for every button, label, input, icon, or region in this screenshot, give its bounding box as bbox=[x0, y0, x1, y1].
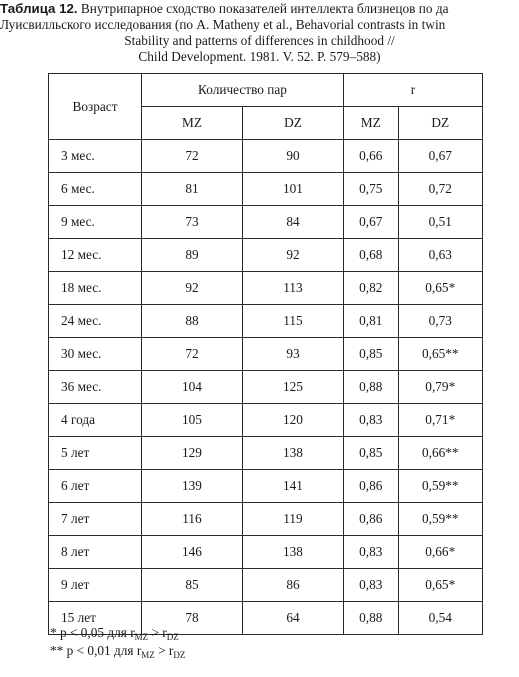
cell-age: 7 лет bbox=[49, 503, 142, 536]
cell-age: 18 мес. bbox=[49, 272, 142, 305]
cell-r-mz: 0,67 bbox=[343, 206, 398, 239]
table-body bbox=[49, 140, 483, 635]
cell-r-dz: 0,67 bbox=[398, 140, 482, 173]
caption-title: Внутрипарное сходство показателей интеллекта близнецов по да bbox=[77, 1, 449, 16]
caption-line-1 bbox=[0, 1, 519, 17]
footnote-2-text: ** p < 0,01 для r bbox=[50, 643, 142, 658]
table-caption bbox=[0, 1, 519, 65]
cell-r-dz: 0,71* bbox=[398, 404, 482, 437]
cell-r-mz: 0,81 bbox=[343, 305, 398, 338]
table-row bbox=[49, 536, 483, 569]
cell-age: 3 мес. bbox=[49, 140, 142, 173]
table-row bbox=[49, 437, 483, 470]
cell-pairs-mz: 104 bbox=[142, 371, 243, 404]
cell-r-mz: 0,83 bbox=[343, 536, 398, 569]
cell-age: 6 мес. bbox=[49, 173, 142, 206]
cell-pairs-mz: 81 bbox=[142, 173, 243, 206]
cell-pairs-dz: 115 bbox=[242, 305, 343, 338]
footnote-1-sub-dz: DZ bbox=[166, 632, 179, 642]
header-r-mz: MZ bbox=[343, 107, 398, 140]
cell-age: 8 лет bbox=[49, 536, 142, 569]
header-pairs: Количество пар bbox=[142, 74, 344, 107]
footnote-1-gt: > r bbox=[148, 625, 167, 640]
cell-r-dz: 0,59** bbox=[398, 470, 482, 503]
cell-pairs-dz: 125 bbox=[242, 371, 343, 404]
cell-r-mz: 0,83 bbox=[343, 404, 398, 437]
cell-r-dz: 0,63 bbox=[398, 239, 482, 272]
header-r-dz: DZ bbox=[398, 107, 482, 140]
footnote-1-sub-mz: MZ bbox=[134, 632, 149, 642]
cell-r-mz: 0,86 bbox=[343, 470, 398, 503]
cell-age: 9 мес. bbox=[49, 206, 142, 239]
table-row bbox=[49, 305, 483, 338]
cell-age: 5 лет bbox=[49, 437, 142, 470]
cell-r-dz: 0,66* bbox=[398, 536, 482, 569]
cell-pairs-mz: 105 bbox=[142, 404, 243, 437]
cell-pairs-mz: 139 bbox=[142, 470, 243, 503]
cell-pairs-mz: 116 bbox=[142, 503, 243, 536]
table-row bbox=[49, 470, 483, 503]
footnote-1 bbox=[50, 625, 179, 645]
cell-pairs-dz: 86 bbox=[242, 569, 343, 602]
cell-pairs-dz: 119 bbox=[242, 503, 343, 536]
cell-pairs-mz: 146 bbox=[142, 536, 243, 569]
header-row-1 bbox=[49, 74, 483, 107]
cell-pairs-dz: 113 bbox=[242, 272, 343, 305]
cell-pairs-mz: 73 bbox=[142, 206, 243, 239]
table-row bbox=[49, 206, 483, 239]
table-row bbox=[49, 503, 483, 536]
cell-pairs-dz: 120 bbox=[242, 404, 343, 437]
cell-r-mz: 0,85 bbox=[343, 338, 398, 371]
cell-pairs-mz: 78 bbox=[142, 602, 243, 635]
cell-pairs-dz: 64 bbox=[242, 602, 343, 635]
cell-age: 9 лет bbox=[49, 569, 142, 602]
cell-pairs-mz: 129 bbox=[142, 437, 243, 470]
cell-r-dz: 0,79* bbox=[398, 371, 482, 404]
table-row bbox=[49, 404, 483, 437]
cell-r-mz: 0,88 bbox=[343, 371, 398, 404]
table-row bbox=[49, 338, 483, 371]
cell-r-dz: 0,54 bbox=[398, 602, 482, 635]
cell-pairs-dz: 138 bbox=[242, 437, 343, 470]
caption-label: Таблица 12. bbox=[0, 1, 78, 16]
cell-r-mz: 0,75 bbox=[343, 173, 398, 206]
table-row bbox=[49, 569, 483, 602]
cell-r-dz: 0,66** bbox=[398, 437, 482, 470]
cell-r-dz: 0,65* bbox=[398, 569, 482, 602]
cell-pairs-dz: 84 bbox=[242, 206, 343, 239]
footnote-2-sub-mz: MZ bbox=[141, 650, 155, 660]
cell-r-dz: 0,59** bbox=[398, 503, 482, 536]
cell-pairs-mz: 92 bbox=[142, 272, 243, 305]
header-r: r bbox=[343, 74, 482, 107]
cell-pairs-mz: 88 bbox=[142, 305, 243, 338]
cell-r-dz: 0,65** bbox=[398, 338, 482, 371]
table-row bbox=[49, 173, 483, 206]
cell-age: 36 мес. bbox=[49, 371, 142, 404]
cell-pairs-dz: 92 bbox=[242, 239, 343, 272]
cell-age: 30 мес. bbox=[49, 338, 142, 371]
cell-pairs-mz: 89 bbox=[142, 239, 243, 272]
cell-age: 24 мес. bbox=[49, 305, 142, 338]
header-pairs-mz: MZ bbox=[142, 107, 243, 140]
twin-similarity-table bbox=[48, 73, 483, 635]
cell-pairs-dz: 93 bbox=[242, 338, 343, 371]
footnote-1-text: * p < 0,05 для r bbox=[50, 625, 135, 640]
cell-r-mz: 0,86 bbox=[343, 503, 398, 536]
table-row bbox=[49, 140, 483, 173]
caption-line-3: Stability and patterns of differences in childhood // bbox=[124, 33, 395, 48]
footnote-2-gt: > r bbox=[154, 643, 174, 658]
cell-r-dz: 0,73 bbox=[398, 305, 482, 338]
caption-line-2: Луисвилльского исследования (по A. Matheny et al., Behavorial contrasts in twin bbox=[0, 17, 446, 32]
table-row bbox=[49, 239, 483, 272]
cell-r-dz: 0,72 bbox=[398, 173, 482, 206]
cell-r-dz: 0,65* bbox=[398, 272, 482, 305]
cell-pairs-dz: 90 bbox=[242, 140, 343, 173]
cell-pairs-dz: 101 bbox=[242, 173, 343, 206]
footnote-2-sub-dz: DZ bbox=[173, 650, 186, 660]
cell-r-mz: 0,66 bbox=[343, 140, 398, 173]
cell-pairs-dz: 141 bbox=[242, 470, 343, 503]
cell-r-mz: 0,83 bbox=[343, 569, 398, 602]
header-age: Возраст bbox=[49, 74, 142, 140]
cell-r-mz: 0,85 bbox=[343, 437, 398, 470]
caption-line-4: Child Development. 1981. V. 52. P. 579–588) bbox=[138, 49, 381, 64]
cell-r-mz: 0,82 bbox=[343, 272, 398, 305]
cell-age: 6 лет bbox=[49, 470, 142, 503]
cell-pairs-mz: 72 bbox=[142, 338, 243, 371]
cell-r-mz: 0,68 bbox=[343, 239, 398, 272]
cell-age: 15 лет bbox=[49, 602, 142, 635]
cell-pairs-dz: 138 bbox=[242, 536, 343, 569]
footnote-2 bbox=[50, 643, 185, 663]
cell-pairs-mz: 85 bbox=[142, 569, 243, 602]
header-pairs-dz: DZ bbox=[242, 107, 343, 140]
cell-age: 12 мес. bbox=[49, 239, 142, 272]
table-row bbox=[49, 272, 483, 305]
cell-age: 4 года bbox=[49, 404, 142, 437]
cell-r-dz: 0,51 bbox=[398, 206, 482, 239]
cell-r-mz: 0,88 bbox=[343, 602, 398, 635]
cell-pairs-mz: 72 bbox=[142, 140, 243, 173]
table-row bbox=[49, 371, 483, 404]
